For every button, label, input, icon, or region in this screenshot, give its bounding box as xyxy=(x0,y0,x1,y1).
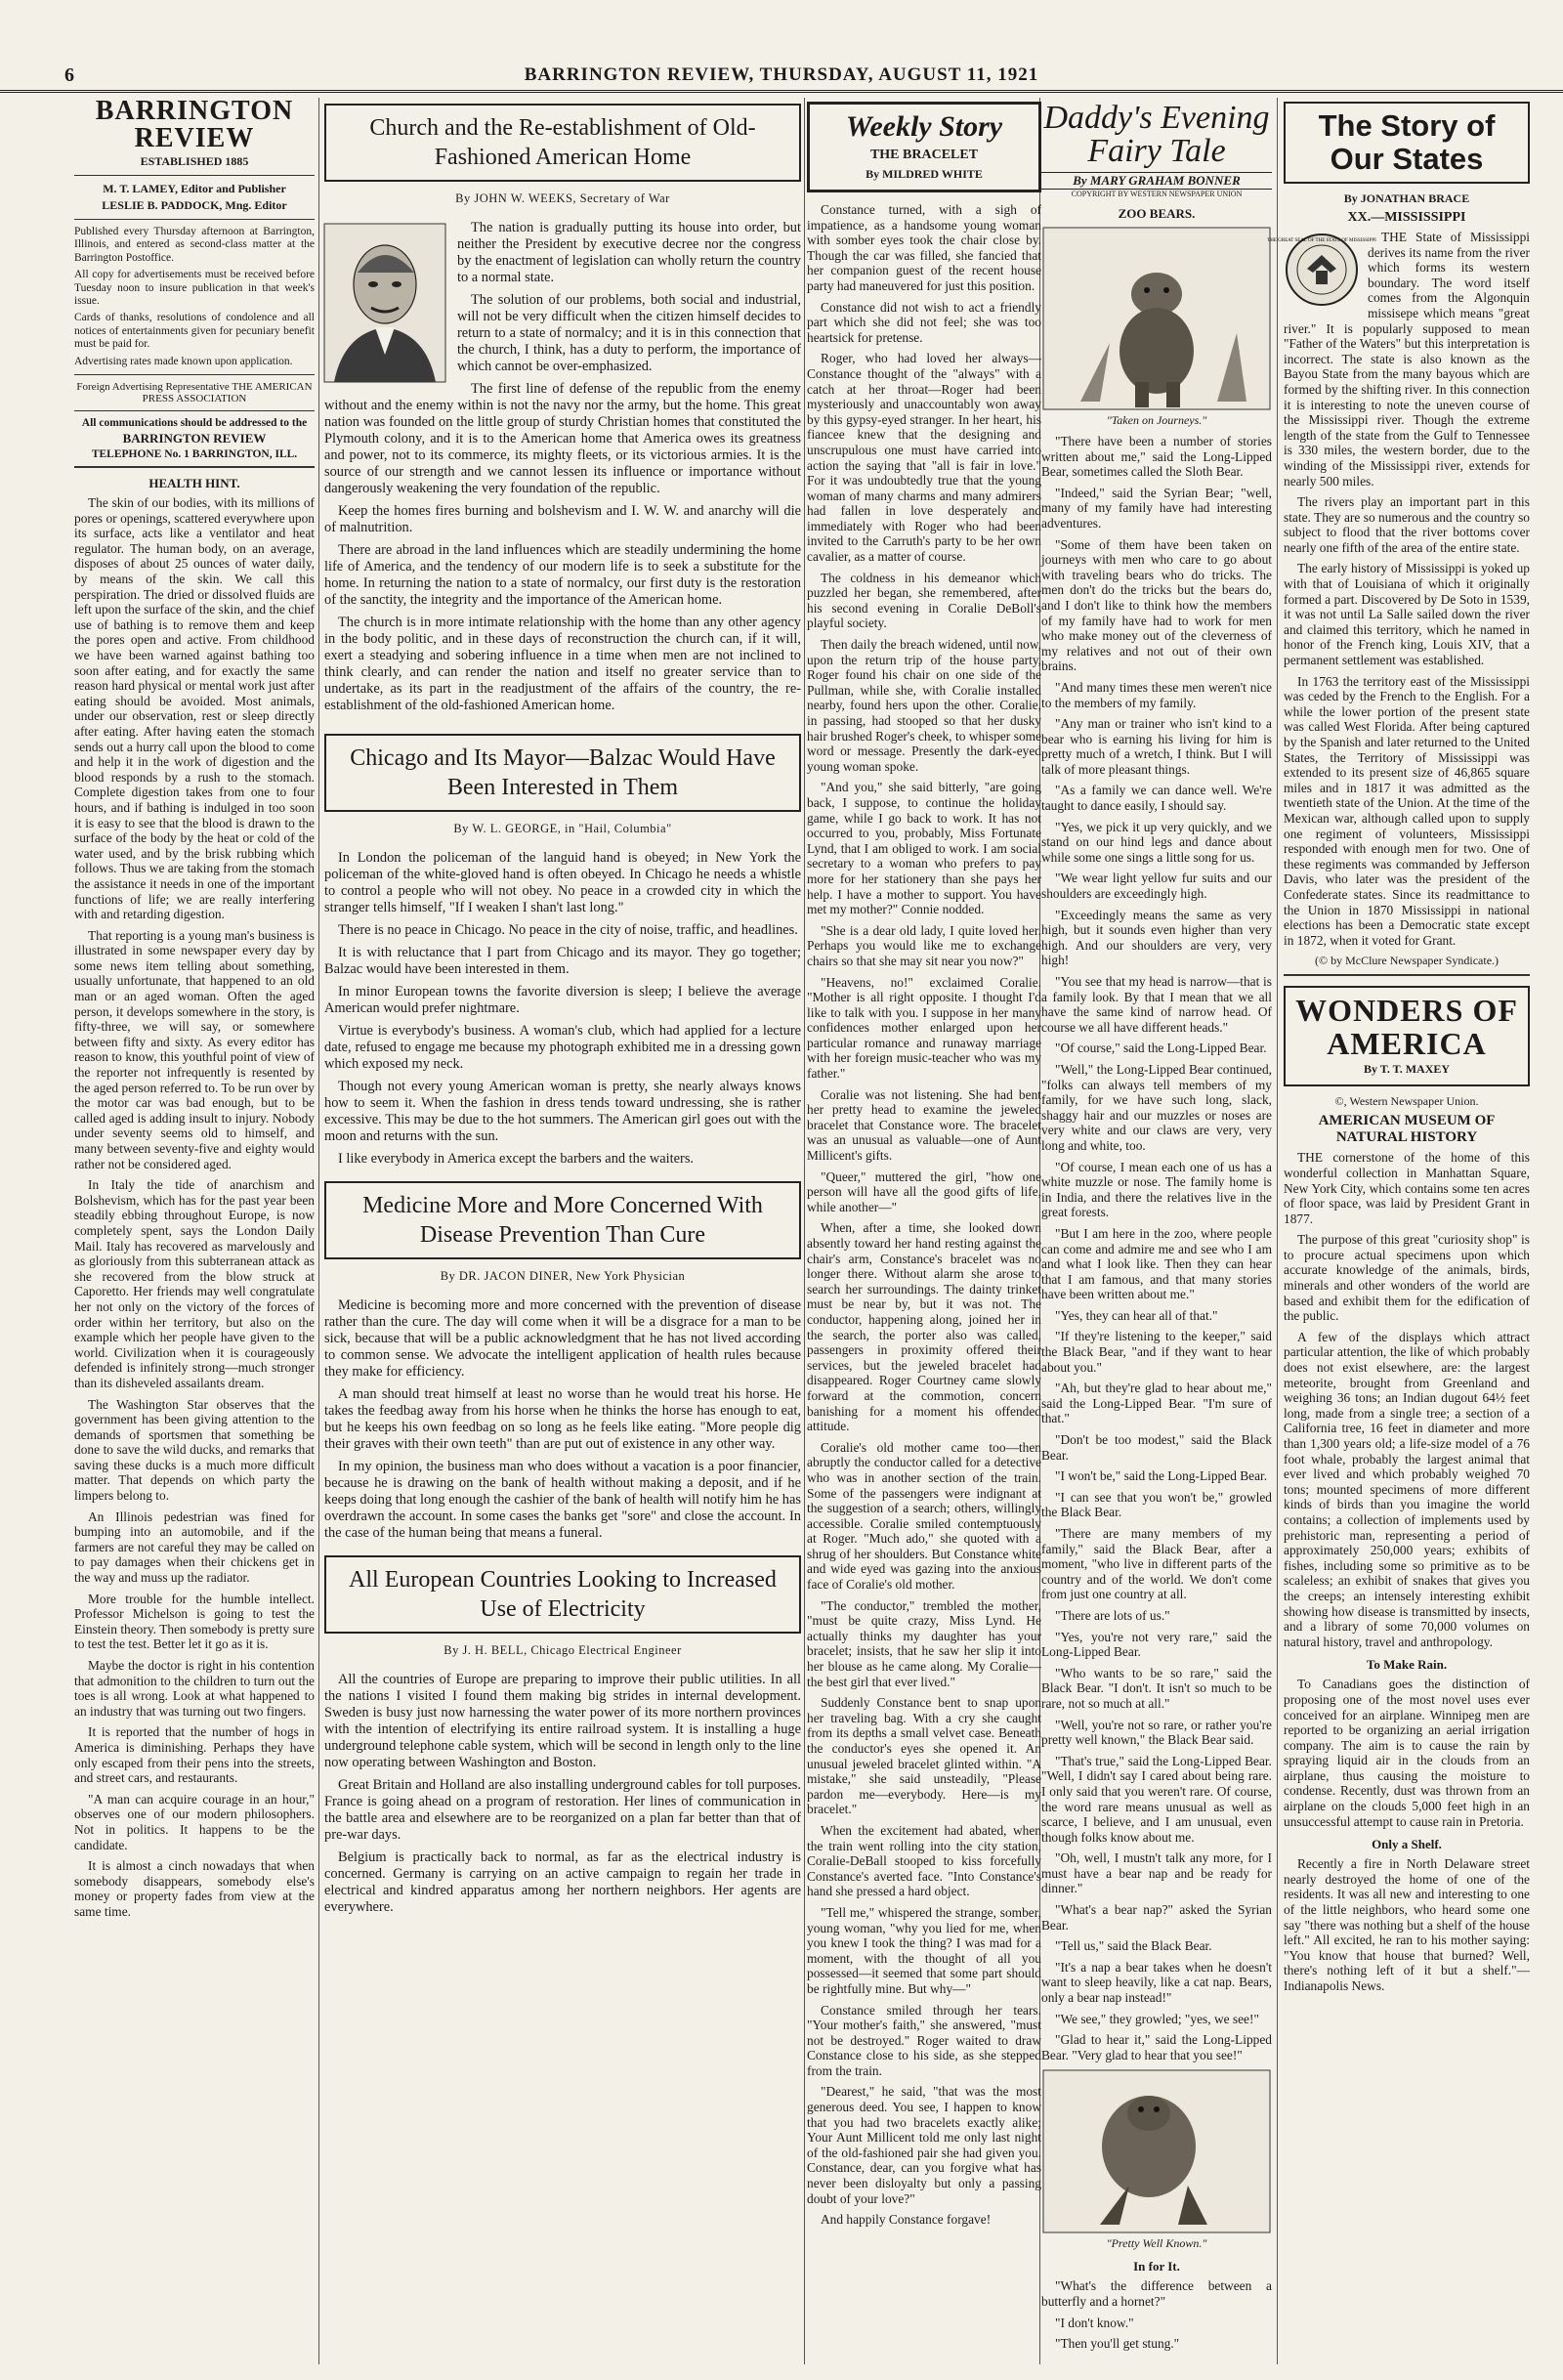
story-paragraph: Suddenly Constance bent to snap upon her traveling bag. With a cry she caught from its depths a small velvet case. Beneath the conductor's eyes she opened it. An unusual jeweled bracelet glinted within. "A mistake," she said unsteadily, "Please pardon me—everybody. Here—is my bracelet." xyxy=(807,1695,1041,1817)
museum-title: AMERICAN MUSEUM OF NATURAL HISTORY xyxy=(1318,1113,1496,1146)
story-paragraph: Constance turned, with a sigh of impatience, as a handsome young woman with somber eyes took the chair close by. Though the car was filled, she fancied that her companion guest of the recent house party had maneuvered for just this position. xyxy=(807,202,1041,293)
state-paragraph: THE State of Mississippi derives its name from the river which forms its western boundary. The word itself comes from the Algonquin missisepe which means "great river." It is popularly supposed to mean "Father of the Waters" but this interpretation is incorrect. The state is also known as the Bayou State from the many bayous which are formed by the shifting river. In this connection it is interesting to note the uneven course of the Mississippi river. Though the extreme length of the state from the Gulf to Tennessee is 330 miles, the western border, due to the winding of the Mississippi river, extends for nearly 500 miles. xyxy=(1284,230,1530,489)
article-paragraph: The church is in more intimate relationship with the home than any other agency in the body politic, and in these days of reconstruction the church can, if it will, exert a steadying and sobering influence in a time when men are not inclined to think clearly, and can render the nation and itself no greater service than to undertake, as its part in the readjustment of the affairs of the country, the re-establishment of the old-fashioned American home. xyxy=(324,615,801,713)
article2-body xyxy=(324,850,801,1168)
page-masthead xyxy=(0,61,1563,93)
fairy-tale-paragraph: "Who wants to be so rare," said the Black Bear. "I don't. It isn't so much to be rare, not so much at all." xyxy=(1041,1665,1272,1711)
fairy-tale-paragraph: "Any man or trainer who isn't kind to a bear who is earning his living for him is pretty much of a wretch, I think. But I will talk of more pleasant things. xyxy=(1041,716,1272,777)
article-paragraph: The nation is gradually putting its house into order, but neither the President by executive decree nor the congress by the enactment of legislation can wholly return the country to a normal state. xyxy=(457,220,801,285)
article4-title: All European Countries Looking to Increased Use of Electricity xyxy=(349,1567,777,1622)
article1-byline: By JOHN W. WEEKS, Secretary of War xyxy=(455,191,670,205)
article3-body xyxy=(324,1297,801,1542)
article2-title: Chicago and Its Mayor—Balzac Would Have Been Interested in Them xyxy=(350,745,776,800)
state-body xyxy=(1284,230,1530,948)
fairy-tale-paragraph: "There are many members of my family," said the Black Bear, after a moment, "who live in different parts of the country and of the world. We don't come from just one country at all. xyxy=(1041,1526,1272,1602)
article2-headline-box xyxy=(324,734,801,812)
fairy-tale-body xyxy=(1041,434,1272,2062)
story-paragraph: "Dearest," he said, "that was the most generous deed. You see, I happen to know that you had two bracelets exactly alike; Your Aunt Millicent told me only last night of the old-fashioned pair she had given you. Constance, dear, can you forgive what has never been disloyalty but only a passing doubt of your love?" xyxy=(807,2084,1041,2206)
publication-notice: Cards of thanks, resolutions of condolence and all notices of entertainments given for pecuniary benefit must be paid for. xyxy=(74,312,315,351)
paper-nameplate: BARRINGTON REVIEW xyxy=(95,96,294,153)
story-body xyxy=(807,202,1041,2228)
story-paragraph: "She is a dear old lady, I quite loved her. Perhaps you would like me to exchange chairs so that she may sit near you now?" xyxy=(807,922,1041,968)
article4-byline: By J. H. BELL, Chicago Electrical Engineer xyxy=(444,1643,682,1657)
story-paragraph: Coralie's old mother came too—then abruptly the conductor called for a detective who was in another section of the train. Some of the passengers were indignant at the suggestion of a search; others, willingly accessible. Coralie smiled contemptuously at Roger. "Much ado," she quoted with a shrug of her shoulders. But Constance white and wide eyed was gazing into the anxious face of Coralie's old mother. xyxy=(807,1439,1041,1593)
wonders-title: WONDERS OF AMERICA xyxy=(1295,993,1518,1062)
state-paragraph: The rivers play an important part in this state. They are so numerous and the country so subject to flood that the river bottoms cover nearly one fifth of the area of the entire state. xyxy=(1284,494,1530,555)
publication-notice: Published every Thursday afternoon at Barrington, Illinois, and entered as second-class matter at the Barrington Postoffice. xyxy=(74,226,315,264)
shelf-paragraph: Recently a fire in North Delaware street nearly destroyed the home of one of the residents. It was all new and interesting to one of the little neighbors, who heard some one say "there was nothing but a shelf of the house left." All excited, he ran to his mother saying: "You know that house that burned? Well, there's nothing left of it but a shelf."—Indianapolis News. xyxy=(1284,1856,1530,1993)
address-name: BARRINGTON REVIEW xyxy=(122,431,267,446)
article-paragraph: The first line of defense of the republic from the enemy without and the enemy within is not the navy nor the army, but the home. This great nation was founded on the little group of sturdy Christian homes that constituted the Plymouth colony, and it is to the American home that America owes its greatness and power, not to its commerce, its mighty fleets, or its victorious armies. It is the source of our strength and we cannot lessen its influence or importance without dangerously weakening the very foundation of the republic. xyxy=(324,381,801,496)
publication-notices xyxy=(74,226,315,368)
weekly-story-label: Weekly Story xyxy=(845,110,1003,143)
fairy-tale-paragraph: "It's a nap a bear takes when he doesn't want to sleep heavily, like a cat nap. Bears, only a bear nap instead!" xyxy=(1041,1959,1272,2006)
article-paragraph: Belgium is practically back to normal, as far as the electrical industry is concerned. Germany is carrying on an active campaign to regain her trade in electrical and kindred apparatus among her northern neighbors. Her agents are everywhere. xyxy=(324,1849,801,1915)
column-weekly-story xyxy=(807,98,1041,2364)
fairy-tale-paragraph: "There have been a number of stories written about me," said the Long-Lipped Bear, sometimes called the Sloth Bear. xyxy=(1041,434,1272,480)
rain-paragraph: To Canadians goes the distinction of proposing one of the most novel uses ever conceived for an airplane. Winnipeg men are reported to be organizing an aerial irrigation company. The aim is to cause the rain by spraying liquid air in the clouds from an airplane, thus causing the moisture to condense. Recently, dust was thrown from an airplane on the clouds 5,000 feet high in an unsuccessful attempt to cause rain in Pretoria. xyxy=(1284,1677,1530,1829)
fairy-tale-header xyxy=(1041,102,1272,198)
fairy-tale-paragraph: "Ah, but they're glad to hear about me," said the Long-Lipped Bear. "I'm sure of that." xyxy=(1041,1381,1272,1426)
fairy-tale-paragraph: "But I am here in the zoo, where people can come and admire me and see who I am and what I look like. Then they can hear that I am famous, and that many stories have been written about me." xyxy=(1041,1225,1272,1302)
fairy-tale-paragraph: "Of course," said the Long-Lipped Bear. xyxy=(1055,1041,1267,1056)
museum-paragraph: A few of the displays which attract particular attention, the like of which probably does not exist elsewhere, are: the largest meteorite, brought from Greenland and weighing 36 tons; an Indian dugout 64½ feet long, made from a single tree; a section of a California tree, 16 feet in diameter and more than 1,300 years old; a life-size model of a 76 foot whale, probably the largest animal that ever lived and which probably weighed 70 tons; mounted specimens of more different kinds of birds than you imagine the world contains; a collection of implements used by prehistoric man, representing a period of approximately 250,000 years; exhibits of fishes, including some so primitive as to be scaleless; an exhibit of snakes that gives you the creeps; an intensely interesting exhibit showing how disease is transmitted by insects, and a library of some 70,000 volumes on natural history, travel and anthropology. xyxy=(1284,1329,1530,1649)
editorial-paragraph: It is almost a cinch nowadays that when somebody disappears, somebody else's money or property fades from view at the same time. xyxy=(74,1858,315,1919)
article-paragraph: In my opinion, the business man who does without a vacation is a poor financier, because he is drawing on the bank of health without making a deposit, and if he keeps doing that long enough the cashier of the bank of health will notify him he has overdrawn the account. In some cases the banks get "sore" and close the account. In the case of the human being that means a funeral. xyxy=(324,1459,801,1541)
fairy-tale-paragraph: "Yes, we pick it up very quickly, and we stand on our hind legs and dance about while some one sings a little song for us. xyxy=(1041,819,1272,865)
story-paragraph: And happily Constance forgave! xyxy=(821,2212,992,2228)
fairy-tale-paragraph: "Yes, you're not very rare," said the Long-Lipped Bear. xyxy=(1041,1629,1272,1660)
article1-headline-box xyxy=(324,104,801,182)
wonders-credit: ©, Western Newspaper Union. xyxy=(1334,1094,1479,1109)
editorial-paragraph: In Italy the tide of anarchism and Bolshevism, which has for the past year been steadily ebbing throughout Europe, is now completely spent, says the London Daily Mail. Italy has recovered as marvelously and as gloriously from this subterranean attack as she recovered from the blow struck at Caporetto. Her friends may well congratulate her not only on the victory of the forces of order within her territory, but also on the example which her people have given to the world. Civilization when it is courageously defended is infinitely strong—much stronger than its disheveled assailants dream. xyxy=(74,1177,315,1390)
fairy-tale-paragraph: "I can see that you won't be," growled the Black Bear. xyxy=(1041,1489,1272,1520)
story-paragraph: "And you," she said bitterly, "are going back, I suppose, to continue the holiday game, while I go back to work. It has not occurred to you, probably, Miss Fortunate Lynd, that I am obliged to work. I am social secretary to a woman who prefers to pay more for her stationery than she pays her help. I have a mother to support. You have met my mother?" Connie nodded. xyxy=(807,780,1041,917)
story-paragraph: The coldness in his demeanor which puzzled her began, she remembered, after his second evening in Coralie DeBoll's playful society. xyxy=(807,570,1041,631)
article-paragraph: Medicine is becoming more and more concerned with the prevention of disease rather than the cure. The day will come when it will be a disgrace for a man to be sick, because that will be a public acknowledgment that he has not lived according to common sense. We advocate the intelligent application of health rules because they make for efficiency. xyxy=(324,1297,801,1380)
article-paragraph: A man should treat himself at least no worse than he would treat his horse. He takes the feedbag away from his horse when he thinks the horse has enough to eat, but he keeps his own feedbag on so long as he feels like eating. "More people dig their graves with their own teeth" than are put out of existence in any other way. xyxy=(324,1386,801,1452)
story-paragraph: When the excitement had abated, when the train went rolling into the city station, Coralie-DeBall stooped to kiss forcefully Constance's averted face. "Into Constance's hand she pressed a hard object. xyxy=(807,1822,1041,1899)
publication-notice: Advertising rates made known upon application. xyxy=(74,355,293,367)
story-paragraph: Roger, who had loved her always—Constance thought of the "always" with a catch at her throat—Roger had been mysteriously and unaccountably won away by this gypsy-eyed stranger. In her heart, his fiancee knew that the designing and unscrupulous one must have carried into action the saying that "all is fair in love." For it was undoubtedly true that the young woman of many charms and many admirers had fallen in love desperately and immediately with Roger who had been invited to the Carruth's party to be her own cavalier, as a matter of course. xyxy=(807,351,1041,565)
article-paragraph: Though not every young American woman is pretty, she nearly always knows how to seem it. When the fashion in dress tends toward undressing, she is rather excessive. This may be due to the hot summers. The American girl goes out with the moon and returns with the sun. xyxy=(324,1079,801,1144)
story-paragraph: Coralie was not listening. She had bent her pretty head to examine the jeweled bracelet that Constance wore. The bracelet was an unusual as valuable—one of Aunt Millicent's gifts. xyxy=(807,1086,1041,1164)
fairy-tale-paragraph: "Oh, well, I mustn't talk any more, for I must have a bear nap and be ready for dinner." xyxy=(1041,1850,1272,1896)
story-byline: By MILDRED WHITE xyxy=(866,167,983,181)
fairy-tale-paragraph: "Indeed," said the Syrian Bear; "well, many of my family have had interesting adventures. xyxy=(1041,485,1272,531)
established-line: ESTABLISHED 1885 xyxy=(140,154,249,168)
foreign-rep: Foreign Advertising Representative THE AMERICAN PRESS ASSOCIATION xyxy=(76,381,313,405)
address-line: All communications should be addressed to the xyxy=(81,417,308,430)
story-paragraph: "Queer," muttered the girl, "how one person will have all the good gifts of life, while another—" xyxy=(807,1169,1041,1214)
editorial-paragraph: It is reported that the number of hogs in America is diminishing. Perhaps they have only escaped from their pens into the streets, and street cars, and restaurants. xyxy=(74,1724,315,1786)
article3-headline-box xyxy=(324,1181,801,1259)
editorial-paragraph: An Illinois pedestrian was fined for bumping into an automobile, and if the farmers are not careful they may be called on to pay damages when their chickens get in the way and muss up the radiator. xyxy=(74,1509,315,1586)
column-fairy-tale xyxy=(1041,98,1272,2364)
column-rule xyxy=(1277,98,1278,2364)
editorial-paragraph: The skin of our bodies, with its millions of pores or openings, scattered everywhere upon its surface, acts like a ventilator and heat regulator. The human body, on an average, disposes of about 25 ounces of water daily, by means of the skin. We call this perspiration. The dried or dissolved fluids are left upon the surface of the skin, and the chief use of bathing is to remove them and keep the pores open and active. From childhood we have been warned against bathing too soon after eating, and for exactly the same reason hard physical or mental work just after eating should be avoided. Most animals, under our observation, rest or sleep directly after eating. After having eaten the stomach sends out a hurry call upon the blood to come and help it in the work of digestion and the blood responds by a rush to the stomach. Complete digestion takes from one to four hours, and if bathing is indulged in too soon it is easy to see that the blood is drawn to the surface of the body by the heat or cold of the water used, and by the brisk rubbing which follows. Thus we are taking from the stomach the assistance it needs in one of the important functions of life; we are really interfering with and retarding digestion. xyxy=(74,495,315,922)
article-paragraph: In minor European towns the favorite diversion is sleep; I believe the average American would prefer nightmare. xyxy=(324,984,801,1016)
fairy-tale-paragraph: "If they're listening to the keeper," said the Black Bear, "and if they want to hear about you." xyxy=(1041,1329,1272,1375)
article2-byline: By W. L. GEORGE, in "Hail, Columbia" xyxy=(453,822,672,835)
wonders-byline: By T. T. MAXEY xyxy=(1363,1062,1451,1077)
article-paragraph: I like everybody in America except the barbers and the waiters. xyxy=(338,1151,695,1167)
article4-headline-box xyxy=(324,1555,801,1634)
fairy-tale-paragraph: "Well, you're not so rare, or rather you're pretty well known," the Black Bear said. xyxy=(1041,1717,1272,1748)
column-articles xyxy=(324,98,801,2364)
fairy-tale-paragraph: "Of course, I mean each one of us has a white muzzle or nose. The family home is in India, and there the relatives live in the great forests. xyxy=(1041,1159,1272,1220)
article3-title: Medicine More and More Concerned With Disease Prevention Than Cure xyxy=(362,1193,763,1248)
fairy-tale-paragraph: "We wear light yellow fur suits and our shoulders are exceedingly high. xyxy=(1041,871,1272,902)
joke-line: "What's the difference between a butterfly and a hornet?" xyxy=(1041,2278,1272,2309)
fairy-tale-paragraph: "Some of them have been taken on journeys with men who care to go about with traveling bears who do tricks. The men don't do the tricks but the bears do, and I don't like to think how the members of my family have had to work for men who make money out of the cleverness of my relatives and not out of their own brains. xyxy=(1041,536,1272,674)
fairy-tale-paragraph: "I won't be," said the Long-Lipped Bear. xyxy=(1055,1468,1268,1484)
seal-text: THE GREAT SEAL OF THE STATE OF MISSISSIPPI xyxy=(1267,238,1376,243)
fairy-tale-subtitle: ZOO BEARS. xyxy=(1118,206,1196,221)
fairy-tale-copyright: COPYRIGHT BY WESTERN NEWSPAPER UNION xyxy=(1071,190,1243,198)
fairy-tale-byline: By MARY GRAHAM BONNER xyxy=(1041,172,1272,190)
fairy-tale-paragraph: "And many times these men weren't nice to the members of my family. xyxy=(1041,679,1272,710)
article-paragraph: Keep the homes fires burning and bolshevism and I. W. W. and anarchy will die of malnutrition. xyxy=(324,503,801,535)
article-paragraph: It is with reluctance that I part from Chicago and its mayor. They go together; Balzac would have been interested in them. xyxy=(324,945,801,977)
article4-body xyxy=(324,1672,801,1916)
page-dateline: BARRINGTON REVIEW, THURSDAY, AUGUST 11, 1921 xyxy=(524,64,1039,85)
state-paragraph: In 1763 the territory east of the Mississippi was ceded by the French to the English. For a while the lower portion of the present state was called West Florida. After being captured by the Spanish and later returned to the United States, the Territory of Mississippi was extended to its present size of 46,865 square miles and in 1817 it was admitted as the twentieth state of the Union. At the time of the Mexican war, although called upon to supply one regiment of volunteers, Mississippi responded with enough men for two. One of these regiments was commanded by Jefferson Davis, who later was the president of the Confederate states. Since its readmittance to the Union in 1870 Mississippi in national elections has been a Democratic state except in 1872, when it voted for Grant. xyxy=(1284,673,1530,948)
states-title: The Story of Our States xyxy=(1318,108,1496,176)
fairy-tale-paragraph: "What's a bear nap?" asked the Syrian Bear. xyxy=(1041,1902,1272,1933)
bear-illustration xyxy=(1041,226,1272,411)
fairy-tale-paragraph: "Yes, they can hear all of that." xyxy=(1055,1307,1218,1323)
fairy-tale-paragraph: "Exceedingly means the same as very high, but it sounds even higher than very high. And our shoulders are very, very high! xyxy=(1041,907,1272,968)
editorial-paragraphs xyxy=(74,495,315,1919)
wonders-header xyxy=(1284,986,1530,1086)
health-hint-title: HEALTH HINT. xyxy=(148,476,240,491)
telephone-line: TELEPHONE No. 1 BARRINGTON, ILL. xyxy=(91,448,298,461)
column-states xyxy=(1267,98,1530,2364)
fairy-tale-paragraph: "You see that my head is narrow—that is a family look. By that I mean that we all have the same kind of narrow head. Of course we all have different heads." xyxy=(1041,974,1272,1035)
article-paragraph: Great Britain and Holland are also installing underground cables for toll purposes. France is going ahead on a program of restoration. Her lines of communication in the battle area and elsewhere are to be reorganized on a plan far better than that of pre-war days. xyxy=(324,1777,801,1843)
editorial-paragraph: That reporting is a young man's business is illustrated in some newspaper every day by some news item telling about something, usually unfortunate, that happened to an old man or an aged woman. Often the aged person, it develops somewhere in the story, is fifty-three, we will say, or somewhere between fifty and sixty. As every editor has reason to know, this youthful point of view of the reporter not infrequently is resented by the aged person referred to. To be run over by the motor car was bad enough, but to be called aged is adding insult to injury. Nobody under seventy seems old to himself, and many between seventy-five and eighty would rather not be considered aged. xyxy=(74,927,315,1171)
article-paragraph: The solution of our problems, both social and industrial, will not be very difficult when the citizen himself decides to return to a state of normalcy; and it is in this connection that the church, I think, has a duty to perform, the importance of which cannot be over-emphasized. xyxy=(457,292,801,374)
shelf-title: Only a Shelf. xyxy=(1372,1837,1442,1852)
story-title: THE BRACELET xyxy=(869,148,979,162)
article-paragraph: There is no peace in Chicago. No peace in the city of noise, traffic, and headlines. xyxy=(338,922,798,938)
fairy-tale-paragraph: "We see," they growled; "yes, we see!" xyxy=(1055,2011,1259,2026)
museum-body xyxy=(1284,1150,1530,1649)
rain-title: To Make Rain. xyxy=(1366,1657,1448,1673)
museum-paragraph: The purpose of this great "curiosity shop" is to procure actual specimens upon which accurate knowledge of the animals, birds, minerals and other wonders of the world are based and exhibit them for the edification of the public. xyxy=(1284,1232,1530,1324)
joke-line: "I don't know." xyxy=(1055,2315,1134,2330)
article-paragraph: There are abroad in the land influences which are steadily undermining the home life of America, and the tendency of our modern life is to seek a substitute for the home. In returning the nation to a state of normalcy, our first duty is the restoration of the sanctity, the integrity and the importance of the American home. xyxy=(324,542,801,608)
story-paragraph: Constance did not wish to act a friendly part which she did not feel; she was too heartsick for pretense. xyxy=(807,299,1041,345)
column-rule xyxy=(804,98,805,2364)
editorial-paragraph: The Washington Star observes that the government has been giving attention to the demands of sportsmen that something be done to save the wild ducks, and remarks that saving these ducks is a much more difficult matter. That depends on which party the limpers belong to. xyxy=(74,1396,315,1504)
story-paragraph: "Heavens, no!" exclaimed Coralie. "Mother is all right opposite. I thought I'd like to talk with you. I suppose in her many confidences mother enlarged upon her particular romance and runaway marriage with her foreign music-teacher who was my father." xyxy=(807,974,1041,1082)
fairy-tale-paragraph: "That's true," said the Long-Lipped Bear. "Well, I didn't say I cared about being rare. I only said that you weren't rare. Of course, the word rare means unusual as well as scarce, I believe, and I am unusual, even though folks know about me. xyxy=(1041,1753,1272,1845)
museum-paragraph: THE cornerstone of the home of this wonderful collection in Manhattan Square, New York City, which contains some ten acres of floor space, was laid by President Grant in 1877. xyxy=(1284,1150,1530,1226)
column-editorial xyxy=(74,98,315,2364)
article-paragraph: Virtue is everybody's business. A woman's club, which had applied for a lecture date, refused to engage me because my photograph exhibited me in a dressing gown which exposed my neck. xyxy=(324,1023,801,1072)
editorial-paragraph: More trouble for the humble intellect. Professor Michelson is going to test the Einstein theory. Then somebody is pretty sure to test the test. Better let it go as it is. xyxy=(74,1591,315,1652)
column-rule xyxy=(318,98,319,2364)
manager-line: LESLIE B. PADDOCK, Mng. Editor xyxy=(102,198,287,212)
joke-title: In for It. xyxy=(1133,2259,1180,2274)
story-paragraph: "The conductor," trembled the mother, "must be quite crazy, Miss Lynd. He actually thinks my daughter has your bracelet; insists, that he saw her slip it into her blouse as he came along. My Coralie—the best girl that ever lived." xyxy=(807,1597,1041,1689)
states-byline: By JONATHAN BRACE xyxy=(1343,191,1470,205)
fairy-tale-paragraph: "Don't be too modest," said the Black Bear. xyxy=(1041,1432,1272,1463)
weekly-story-header xyxy=(807,102,1041,192)
bear-illustration-2 xyxy=(1041,2068,1272,2234)
caption-well-known: "Pretty Well Known." xyxy=(1106,2236,1207,2251)
fairy-tale-paragraph: "As a family we can dance well. We're taught to dance easily, I should say. xyxy=(1041,783,1272,814)
portrait-illustration xyxy=(324,224,445,382)
article1-title: Church and the Re-establishment of Old-Fashioned American Home xyxy=(369,115,756,170)
story-paragraph: Then daily the breach widened, until now, upon the return trip of the house party, Roger found his chair on one side of the Pullman, while she, with Coralie installed nearby, found hers upon the other. Coralie, in passing, had stooped so that her dusky hair brushed Roger's cheek, to whisper some word or message. Presently the dark-eyed young woman spoke. xyxy=(807,637,1041,774)
fairy-tale-paragraph: "Well," the Long-Lipped Bear continued, "folks can always tell members of my family, for we have such long, slack, shaggy hair and our muzzles or noses are very white and our claws are very, very long and white, too. xyxy=(1041,1061,1272,1153)
article-paragraph: All the countries of Europe are preparing to improve their public utilities. In all the nations I visited I found them making big strides in internal development. Sweden is busy just now harnessing the water power of its more northern provinces with the intention of electrifying its entire railroad system. It is installing a huge underground telephone cable system, which will be second in length only to the line now operating between Washington and Boston. xyxy=(324,1672,801,1770)
joke-line: "Then you'll get stung." xyxy=(1055,2336,1180,2352)
fairy-tale-paragraph: "Glad to hear it," said the Long-Lipped Bear. "Very glad to hear that you see!" xyxy=(1041,2032,1272,2062)
publication-notice: All copy for advertisements must be received before Tuesday noon to insure publication in that week's issue. xyxy=(74,269,315,308)
editorial-paragraph: Maybe the doctor is right in his contention that admonition to the children to turn out the toes is all wrong. Look at what happened to an industry that was turning out two fingers. xyxy=(74,1658,315,1719)
page-number: 6 xyxy=(64,64,74,86)
fairy-tale-title: Daddy's Evening Fairy Tale xyxy=(1043,100,1270,169)
story-paragraph: When, after a time, she looked down absently toward her hand resting against the chair's arm, Constance's bracelet was no longer there. Without alarm she arose to search her surroundings. The dainty trinket must be near by, but it was not. The conductor, happening along, joined her in the search, the porter also was called, passengers in proximity offered their services, but the jeweled bracelet had disappeared. Roger Courtney came slowly forward at the commotion, concern banishing for a moment his offended attitude. xyxy=(807,1220,1041,1434)
editor-line: M. T. LAMEY, Editor and Publisher xyxy=(103,182,286,195)
state-seal-icon xyxy=(1267,232,1376,308)
state-paragraph: The early history of Mississippi is yoked up with that of Louisiana of which it originally formed a part. Discovered by De Soto in 1539, it was not until La Salle sailed down the river and claimed this territory, which he named in honor of the French king, Louis XIV, that a permanent settlement was established. xyxy=(1284,561,1530,668)
caption-journeys: "Taken on Journeys." xyxy=(1106,413,1207,427)
editorial-paragraph: "A man can acquire courage in an hour," observes one of our modern philosophers. Not in politics. It happens to be the candidate. xyxy=(74,1791,315,1852)
state-copyright: (© by McClure Newspaper Syndicate.) xyxy=(1314,954,1500,968)
article-paragraph: In London the policeman of the languid hand is obeyed; in New York the policeman of the white-gloved hand is often obeyed. In Chicago he needs a whistle to control a people who will not obey. No peace in a crowded city in which the stranger tells himself, "If I weaken I shan't last long." xyxy=(324,850,801,915)
article3-byline: By DR. JACON DINER, New York Physician xyxy=(440,1269,686,1283)
joke-body xyxy=(1041,2278,1272,2351)
fairy-tale-paragraph: "There are lots of us." xyxy=(1055,1607,1170,1623)
story-paragraph: "Tell me," whispered the strange, somber, young woman, "why you lied for me, when you knew I took the thing? I was mad for a moment, with the thought of all you possessed—it seemed that some part should be rightfully mine. But why—" xyxy=(807,1904,1041,1996)
story-paragraph: Constance smiled through her tears. "Your mother's faith," she answered, "must not be destroyed." Roger waited to draw Constance close to his side, as she stepped from the train. xyxy=(807,2002,1041,2078)
states-header xyxy=(1284,102,1530,184)
fairy-tale-paragraph: "Tell us," said the Black Bear. xyxy=(1055,1938,1212,1954)
state-name: XX.—MISSISSIPPI xyxy=(1347,210,1466,225)
